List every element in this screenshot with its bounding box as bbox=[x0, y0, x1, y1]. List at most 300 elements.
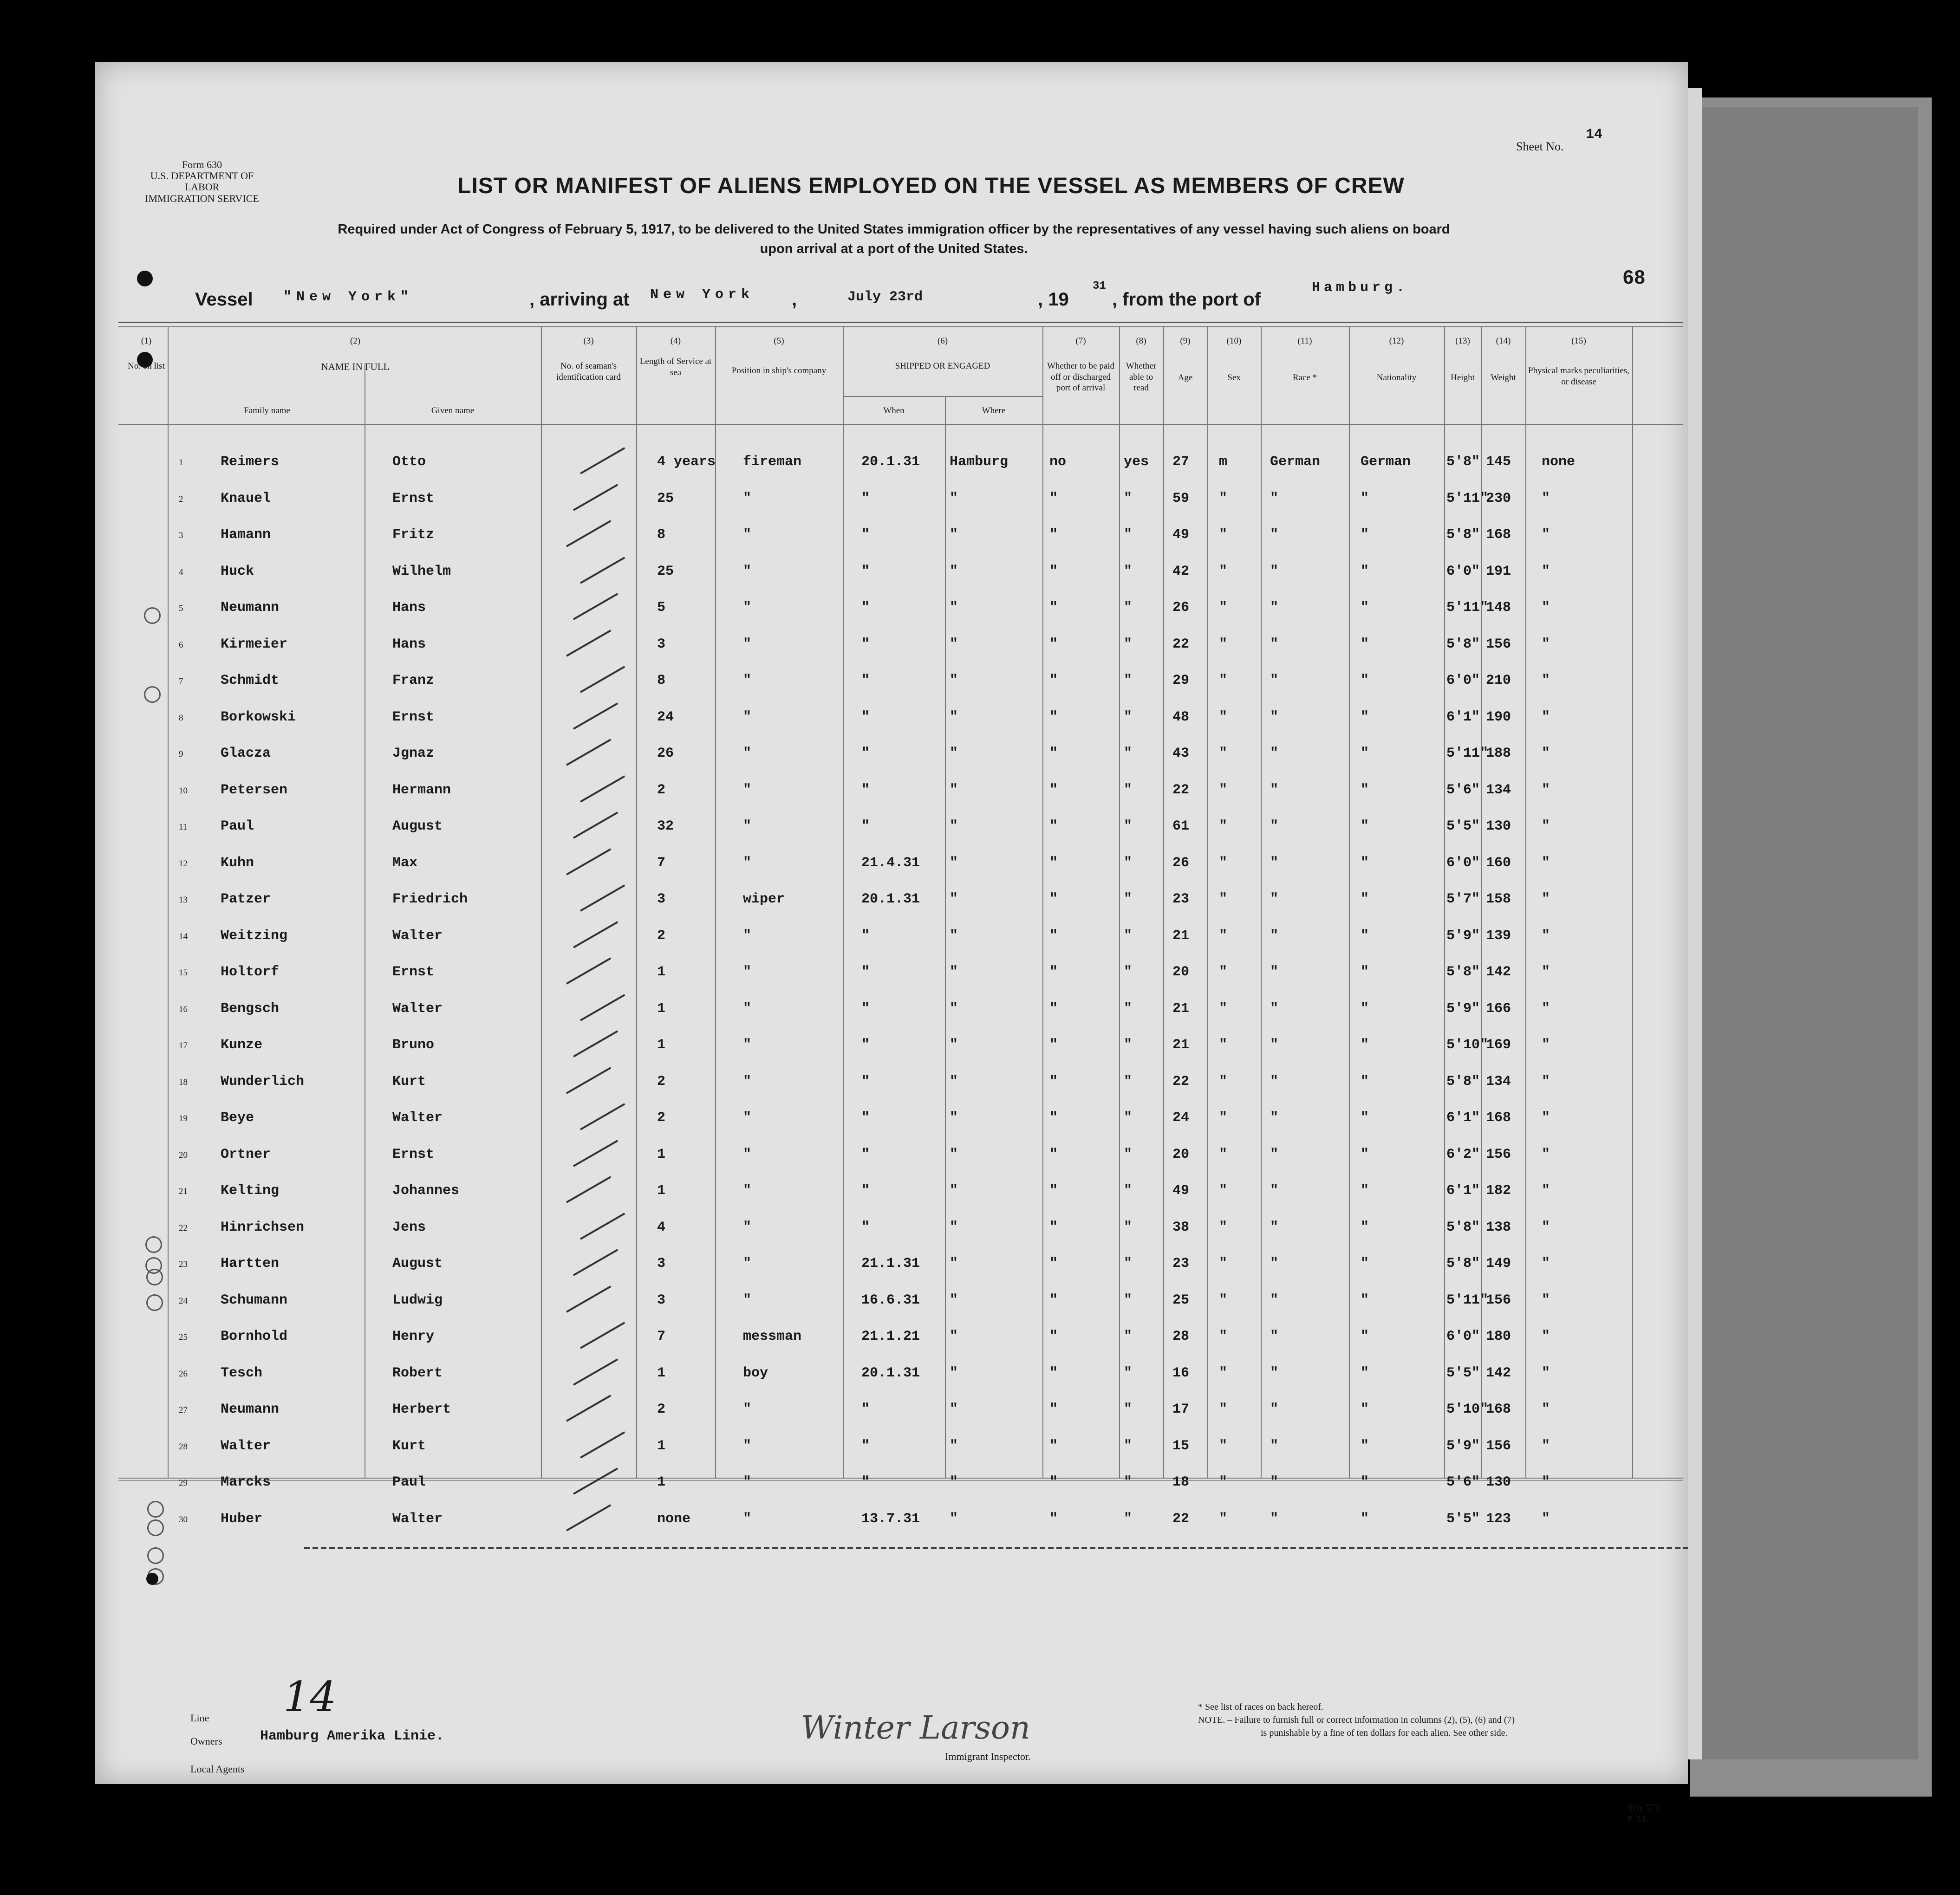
cell-family: Paul bbox=[221, 818, 254, 834]
cell-age: 27 bbox=[1172, 454, 1190, 470]
cell-marks: " bbox=[1542, 490, 1550, 506]
cell-read: " bbox=[1124, 964, 1133, 980]
cell-position: " bbox=[743, 1073, 752, 1090]
col-12-header: (12) Nationality bbox=[1376, 336, 1417, 383]
check-mark bbox=[566, 1504, 611, 1531]
cell-no: 22 bbox=[179, 1223, 188, 1233]
cell-marks: " bbox=[1542, 855, 1550, 871]
cell-marks: " bbox=[1542, 818, 1550, 834]
cell-service: 3 bbox=[657, 891, 666, 907]
cell-age: 16 bbox=[1172, 1365, 1190, 1381]
form-header-block bbox=[137, 159, 267, 204]
cell-sex: " bbox=[1219, 855, 1228, 871]
cell-marks: " bbox=[1542, 1511, 1550, 1527]
cell-where: " bbox=[950, 563, 958, 579]
cell-nationality: " bbox=[1361, 1183, 1369, 1199]
cell-family: Neumann bbox=[221, 600, 280, 616]
cell-race: " bbox=[1270, 746, 1279, 761]
cell-family: Walter bbox=[221, 1438, 271, 1454]
cell-nationality: " bbox=[1361, 1110, 1369, 1126]
cell-sex: " bbox=[1219, 673, 1228, 688]
cell-race: " bbox=[1270, 673, 1279, 688]
cell-service: 4 bbox=[657, 1219, 666, 1235]
line-label: Line bbox=[190, 1712, 209, 1724]
cell-service: 1 bbox=[657, 1474, 666, 1490]
cell-given: Max bbox=[392, 855, 418, 871]
cell-height: 5'11" bbox=[1446, 1292, 1489, 1308]
cell-marks: " bbox=[1542, 636, 1550, 652]
check-mark bbox=[573, 921, 618, 948]
cell-paid: " bbox=[1049, 673, 1058, 688]
cell-weight: 139 bbox=[1486, 928, 1511, 944]
cell-race: " bbox=[1270, 1073, 1279, 1090]
cell-read: " bbox=[1124, 709, 1133, 725]
col-rule bbox=[168, 326, 169, 1478]
cell-height: 6'1" bbox=[1446, 1110, 1480, 1126]
cell-service: none bbox=[657, 1511, 691, 1527]
cell-race: " bbox=[1270, 928, 1279, 944]
check-mark bbox=[566, 739, 611, 766]
cell-given: Jens bbox=[392, 1219, 426, 1235]
check-mark bbox=[566, 848, 611, 875]
cell-paid: " bbox=[1049, 1329, 1058, 1344]
cell-sex: " bbox=[1219, 964, 1228, 980]
check-mark bbox=[573, 593, 618, 620]
cell-when: " bbox=[861, 1183, 870, 1199]
cell-where: " bbox=[950, 1292, 958, 1308]
cell-given: Walter bbox=[392, 1000, 443, 1017]
cell-race: " bbox=[1270, 1183, 1279, 1199]
cell-position: " bbox=[743, 490, 752, 506]
cell-nationality: " bbox=[1361, 855, 1369, 871]
table-top-rule bbox=[118, 322, 1683, 323]
col-rule bbox=[636, 326, 637, 1478]
cell-marks: " bbox=[1542, 1146, 1550, 1162]
cell-marks: " bbox=[1542, 563, 1550, 579]
where-header: Where bbox=[982, 406, 1006, 415]
vessel-label: Vessel bbox=[195, 289, 253, 310]
cell-where: " bbox=[950, 1037, 958, 1053]
cell-nationality: " bbox=[1361, 1292, 1369, 1308]
cell-height: 5'10" bbox=[1446, 1402, 1489, 1417]
cell-read: " bbox=[1124, 1292, 1133, 1308]
cell-sex: " bbox=[1219, 709, 1228, 725]
cell-when: 13.7.31 bbox=[861, 1511, 920, 1527]
cell-where: " bbox=[950, 1000, 958, 1017]
cell-weight: 156 bbox=[1486, 636, 1511, 652]
cell-height: 5'8" bbox=[1446, 454, 1480, 470]
cell-nationality: " bbox=[1361, 1146, 1369, 1162]
service: IMMIGRATION SERVICE bbox=[145, 192, 259, 204]
cell-marks: " bbox=[1542, 1329, 1550, 1344]
cell-paid: " bbox=[1049, 964, 1058, 980]
col-3-header: (3) No. of seaman's identification card bbox=[556, 336, 621, 382]
page-title: LIST OR MANIFEST OF ALIENS EMPLOYED ON THE VESSEL AS MEMBERS OF CREW bbox=[457, 174, 1405, 198]
cell-nationality: " bbox=[1361, 1256, 1369, 1272]
cell-weight: 142 bbox=[1486, 1365, 1511, 1381]
check-mark bbox=[580, 666, 625, 693]
cell-position: boy bbox=[743, 1365, 768, 1381]
cell-no: 11 bbox=[179, 822, 188, 832]
cell-marks: " bbox=[1542, 527, 1550, 543]
cell-no: 3 bbox=[179, 531, 183, 540]
check-mark bbox=[580, 1322, 625, 1349]
cell-position: " bbox=[743, 1146, 752, 1162]
cell-sex: " bbox=[1219, 1365, 1228, 1381]
cell-sex: " bbox=[1219, 1256, 1228, 1272]
cell-where: " bbox=[950, 1219, 958, 1235]
cell-height: 5'11" bbox=[1446, 746, 1489, 761]
cell-age: 20 bbox=[1172, 964, 1190, 980]
cell-weight: 188 bbox=[1486, 746, 1511, 761]
cell-service: 4 years bbox=[657, 454, 716, 470]
cell-paid: no bbox=[1049, 454, 1067, 470]
cell-read: " bbox=[1124, 636, 1133, 652]
cell-service: 2 bbox=[657, 928, 666, 944]
backing-board-inner bbox=[1700, 107, 1918, 1759]
cell-where: " bbox=[950, 928, 958, 944]
check-mark bbox=[566, 520, 611, 547]
cell-marks: " bbox=[1542, 928, 1550, 944]
col-15-header: (15) Physical marks peculiarities, or disease bbox=[1528, 336, 1629, 387]
shipped-subrule bbox=[843, 396, 1042, 397]
cell-service: 7 bbox=[657, 855, 666, 871]
cell-weight: 166 bbox=[1486, 1000, 1511, 1017]
cell-where: " bbox=[950, 490, 958, 506]
col-rule bbox=[1632, 326, 1633, 1478]
cell-nationality: " bbox=[1361, 1474, 1369, 1490]
cell-race: " bbox=[1270, 1511, 1279, 1527]
cell-age: 25 bbox=[1172, 1292, 1190, 1308]
cell-given: Otto bbox=[392, 454, 426, 470]
col-7-header: (7) Whether to be paid off or discharged port of arrival bbox=[1047, 336, 1115, 393]
cell-weight: 158 bbox=[1486, 891, 1511, 907]
cell-nationality: " bbox=[1361, 928, 1369, 944]
cell-sex: m bbox=[1219, 454, 1228, 470]
cell-race: " bbox=[1270, 1365, 1279, 1381]
cell-height: 5'7" bbox=[1446, 891, 1480, 907]
cell-position: " bbox=[743, 855, 752, 871]
cell-no: 27 bbox=[179, 1405, 188, 1415]
cell-no: 8 bbox=[179, 713, 183, 723]
when-header: When bbox=[883, 406, 905, 415]
cell-height: 5'5" bbox=[1446, 1365, 1480, 1381]
family-name-header: Family name bbox=[244, 406, 290, 415]
cell-race: " bbox=[1270, 709, 1279, 725]
cell-given: Ernst bbox=[392, 490, 435, 506]
cell-no: 10 bbox=[179, 785, 188, 796]
cell-given: Hans bbox=[392, 600, 426, 616]
cell-sex: " bbox=[1219, 1183, 1228, 1199]
cell-sex: " bbox=[1219, 527, 1228, 543]
cell-read: " bbox=[1124, 855, 1133, 871]
cell-age: 28 bbox=[1172, 1329, 1190, 1344]
cell-no: 21 bbox=[179, 1187, 188, 1196]
cell-when: 16.6.31 bbox=[861, 1292, 920, 1308]
cell-paid: " bbox=[1049, 1511, 1058, 1527]
cell-family: Patzer bbox=[221, 891, 271, 907]
cell-marks: " bbox=[1542, 1365, 1550, 1381]
cell-given: Johannes bbox=[392, 1183, 460, 1199]
col-14-header: (14) Weight bbox=[1491, 336, 1516, 383]
check-mark bbox=[573, 702, 618, 729]
cell-age: 22 bbox=[1172, 782, 1190, 798]
cell-height: 5'8" bbox=[1446, 1073, 1480, 1090]
cell-race: " bbox=[1270, 818, 1279, 834]
cell-nationality: " bbox=[1361, 1037, 1369, 1053]
check-mark bbox=[566, 630, 611, 656]
cell-sex: " bbox=[1219, 1329, 1228, 1344]
cell-family: Holtorf bbox=[221, 964, 280, 980]
cell-given: Hermann bbox=[392, 782, 451, 798]
cell-family: Kelting bbox=[221, 1183, 280, 1199]
arrival-date: July 23rd bbox=[847, 289, 923, 305]
cell-paid: " bbox=[1049, 490, 1058, 506]
cell-nationality: " bbox=[1361, 746, 1369, 761]
cell-where: Hamburg bbox=[950, 454, 1009, 470]
cell-sex: " bbox=[1219, 1000, 1228, 1017]
cell-height: 5'8" bbox=[1446, 1219, 1480, 1235]
cell-position: " bbox=[743, 673, 752, 688]
cell-paid: " bbox=[1049, 1402, 1058, 1417]
cell-read: " bbox=[1124, 818, 1133, 834]
cell-given: Henry bbox=[392, 1329, 435, 1344]
cell-position: " bbox=[743, 1474, 752, 1490]
cell-sex: " bbox=[1219, 1219, 1228, 1235]
page-number: 68 bbox=[1623, 266, 1646, 288]
cell-nationality: " bbox=[1361, 1329, 1369, 1344]
check-mark bbox=[580, 1103, 625, 1130]
cell-age: 48 bbox=[1172, 709, 1190, 725]
cell-weight: 123 bbox=[1486, 1511, 1511, 1527]
cell-position: " bbox=[743, 746, 752, 761]
cell-marks: " bbox=[1542, 709, 1550, 725]
closing-rule bbox=[304, 1547, 1688, 1549]
cell-position: " bbox=[743, 1511, 752, 1527]
cell-height: 6'0" bbox=[1446, 1329, 1480, 1344]
col-rule bbox=[1042, 326, 1043, 1478]
cell-paid: " bbox=[1049, 527, 1058, 543]
cell-service: 25 bbox=[657, 490, 674, 506]
cell-read: " bbox=[1124, 1438, 1133, 1454]
cell-when: " bbox=[861, 709, 870, 725]
cell-where: " bbox=[950, 818, 958, 834]
cell-where: " bbox=[950, 1329, 958, 1344]
cell-height: 5'8" bbox=[1446, 527, 1480, 543]
subtitle bbox=[174, 220, 1614, 259]
cell-where: " bbox=[950, 1146, 958, 1162]
col-rule bbox=[541, 326, 542, 1478]
cell-no: 24 bbox=[179, 1296, 188, 1306]
cell-service: 25 bbox=[657, 563, 674, 579]
cell-position: wiper bbox=[743, 891, 785, 907]
cell-no: 16 bbox=[179, 1004, 188, 1014]
from-port-label: , from the port of bbox=[1112, 289, 1261, 310]
cell-race: " bbox=[1270, 1219, 1279, 1235]
cell-where: " bbox=[950, 746, 958, 761]
vessel-name: "New York" bbox=[283, 289, 414, 305]
cell-marks: " bbox=[1542, 891, 1550, 907]
cell-family: Hartten bbox=[221, 1256, 280, 1272]
cell-where: " bbox=[950, 600, 958, 616]
cell-service: 1 bbox=[657, 1037, 666, 1053]
cell-service: 7 bbox=[657, 1329, 666, 1344]
cell-where: " bbox=[950, 1110, 958, 1126]
cell-family: Schumann bbox=[221, 1292, 288, 1308]
cell-marks: " bbox=[1542, 1438, 1550, 1454]
cell-nationality: " bbox=[1361, 1402, 1369, 1417]
cell-when: 21.4.31 bbox=[861, 855, 920, 871]
cell-race: " bbox=[1270, 1146, 1279, 1162]
cell-given: Paul bbox=[392, 1474, 426, 1490]
given-name-header: Given name bbox=[431, 406, 475, 415]
cell-when: 20.1.31 bbox=[861, 1365, 920, 1381]
col-rule bbox=[1525, 326, 1526, 1478]
cell-where: " bbox=[950, 782, 958, 798]
cell-sex: " bbox=[1219, 1037, 1228, 1053]
check-mark bbox=[573, 1030, 618, 1057]
cell-when: " bbox=[861, 928, 870, 944]
cell-where: " bbox=[950, 673, 958, 688]
cell-marks: " bbox=[1542, 1073, 1550, 1090]
check-mark bbox=[573, 811, 618, 838]
cell-paid: " bbox=[1049, 1365, 1058, 1381]
cell-sex: " bbox=[1219, 928, 1228, 944]
cell-sex: " bbox=[1219, 1474, 1228, 1490]
cell-given: Hans bbox=[392, 636, 426, 652]
cell-no: 12 bbox=[179, 858, 188, 869]
cell-sex: " bbox=[1219, 1438, 1228, 1454]
sheet-label: Sheet No. bbox=[1516, 140, 1564, 153]
cell-age: 21 bbox=[1172, 1037, 1190, 1053]
cell-when: " bbox=[861, 600, 870, 616]
cell-marks: " bbox=[1542, 1402, 1550, 1417]
cell-when: " bbox=[861, 636, 870, 652]
cell-no: 18 bbox=[179, 1077, 188, 1087]
cell-age: 38 bbox=[1172, 1219, 1190, 1235]
cell-paid: " bbox=[1049, 1219, 1058, 1235]
cell-read: " bbox=[1124, 1219, 1133, 1235]
subtitle-line-1: Required under Act of Congress of February 5, 1917, to be delivered to the United States immigration officer by the representatives of any vessel having such aliens on board bbox=[338, 222, 1450, 237]
cell-when: 20.1.31 bbox=[861, 891, 920, 907]
cell-nationality: " bbox=[1361, 563, 1369, 579]
cell-no: 29 bbox=[179, 1478, 188, 1488]
cell-position: " bbox=[743, 563, 752, 579]
cell-when: " bbox=[861, 1073, 870, 1090]
cell-no: 6 bbox=[179, 640, 183, 650]
cell-sex: " bbox=[1219, 490, 1228, 506]
cell-family: Wunderlich bbox=[221, 1073, 305, 1090]
cell-position: " bbox=[743, 1000, 752, 1017]
cell-height: 5'9" bbox=[1446, 1000, 1480, 1017]
cell-position: " bbox=[743, 600, 752, 616]
cell-when: 21.1.31 bbox=[861, 1256, 920, 1272]
cell-service: 1 bbox=[657, 1438, 666, 1454]
cell-height: 5'6" bbox=[1446, 1474, 1480, 1490]
cell-marks: " bbox=[1542, 600, 1550, 616]
cell-height: 5'5" bbox=[1446, 1511, 1480, 1527]
cell-age: 42 bbox=[1172, 563, 1190, 579]
col-11-header: (11) Race * bbox=[1292, 336, 1317, 383]
cell-when: " bbox=[861, 490, 870, 506]
cell-when: " bbox=[861, 1438, 870, 1454]
cell-weight: 230 bbox=[1486, 490, 1511, 506]
cell-position: " bbox=[743, 636, 752, 652]
cell-race: " bbox=[1270, 1329, 1279, 1344]
col-rule bbox=[945, 396, 946, 1478]
cell-weight: 149 bbox=[1486, 1256, 1511, 1272]
cell-where: " bbox=[950, 1402, 958, 1417]
cell-age: 17 bbox=[1172, 1402, 1190, 1417]
cell-where: " bbox=[950, 855, 958, 871]
check-mark bbox=[580, 775, 625, 802]
punch-ring bbox=[146, 1294, 163, 1311]
punch-ring bbox=[144, 686, 161, 703]
cell-position: " bbox=[743, 964, 752, 980]
cell-read: " bbox=[1124, 673, 1133, 688]
cell-service: 5 bbox=[657, 600, 666, 616]
cell-sex: " bbox=[1219, 891, 1228, 907]
cell-no: 30 bbox=[179, 1514, 188, 1525]
cell-family: Bornhold bbox=[221, 1329, 288, 1344]
note-races: * See list of races on back hereof. bbox=[1198, 1702, 1323, 1712]
cell-service: 3 bbox=[657, 1292, 666, 1308]
cell-paid: " bbox=[1049, 891, 1058, 907]
check-mark bbox=[580, 557, 625, 584]
cell-when: " bbox=[861, 1219, 870, 1235]
cell-weight: 156 bbox=[1486, 1292, 1511, 1308]
cell-no: 25 bbox=[179, 1332, 188, 1342]
cell-weight: 156 bbox=[1486, 1146, 1511, 1162]
cell-where: " bbox=[950, 891, 958, 907]
cell-given: Herbert bbox=[392, 1402, 451, 1417]
cell-when: " bbox=[861, 527, 870, 543]
cell-service: 24 bbox=[657, 709, 674, 725]
cell-nationality: " bbox=[1361, 891, 1369, 907]
cell-nationality: " bbox=[1361, 782, 1369, 798]
cell-given: Fritz bbox=[392, 527, 435, 543]
cell-where: " bbox=[950, 1365, 958, 1381]
cell-read: " bbox=[1124, 1146, 1133, 1162]
cell-position: " bbox=[743, 1219, 752, 1235]
cell-weight: 134 bbox=[1486, 782, 1511, 798]
cell-no: 13 bbox=[179, 895, 188, 905]
cell-no: 26 bbox=[179, 1369, 188, 1379]
cell-paid: " bbox=[1049, 928, 1058, 944]
cell-marks: " bbox=[1542, 1000, 1550, 1017]
cell-service: 3 bbox=[657, 636, 666, 652]
cell-race: " bbox=[1270, 1402, 1279, 1417]
cell-race: " bbox=[1270, 527, 1279, 543]
cell-race: " bbox=[1270, 782, 1279, 798]
cell-height: 5'8" bbox=[1446, 1256, 1480, 1272]
cell-no: 5 bbox=[179, 604, 183, 613]
cell-sex: " bbox=[1219, 1073, 1228, 1090]
cell-family: Reimers bbox=[221, 454, 280, 470]
cell-paid: " bbox=[1049, 855, 1058, 871]
cell-given: Kurt bbox=[392, 1438, 426, 1454]
cell-height: 5'5" bbox=[1446, 818, 1480, 834]
cell-marks: " bbox=[1542, 673, 1550, 688]
cell-marks: " bbox=[1542, 1474, 1550, 1490]
cell-paid: " bbox=[1049, 1474, 1058, 1490]
cell-height: 5'11" bbox=[1446, 600, 1489, 616]
cell-weight: 190 bbox=[1486, 709, 1511, 725]
cell-service: 8 bbox=[657, 673, 666, 688]
cell-sex: " bbox=[1219, 1292, 1228, 1308]
cell-read: " bbox=[1124, 891, 1133, 907]
local-agents-label: Local Agents bbox=[190, 1763, 245, 1775]
